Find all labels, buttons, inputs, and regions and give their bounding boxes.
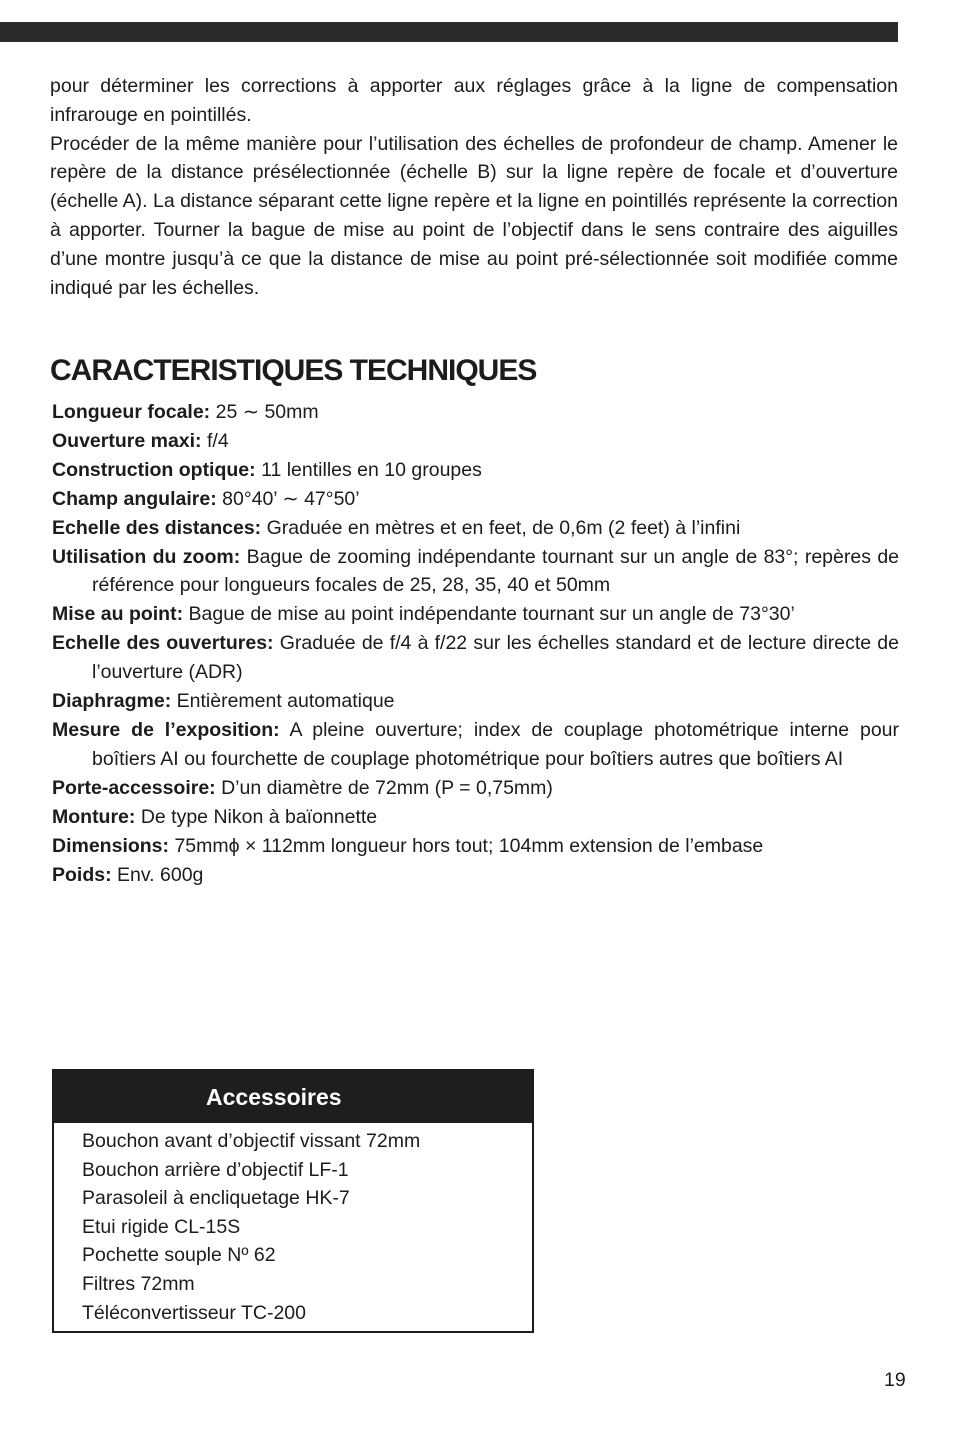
spec-value: Graduée de f/4 à f/22 sur les échelles standard et de lecture directe de l’ouverture (ADR) [92,632,899,684]
accessory-item: Filtres 72mm [82,1272,195,1295]
accessory-item: Bouchon avant d’objectif vissant 72mm [82,1130,421,1152]
spec-label: Utilisation du zoom: [52,545,241,568]
spec-label: Poids: [52,863,112,886]
intro-paragraph: pour déterminer les corrections à apporter aux réglages grâce à la ligne de compensation infrarouge en pointillés. [50,75,898,126]
accessory-item: Bouchon arrière d’objectif LF-1 [82,1158,349,1181]
spec-exposure-measurement [52,716,899,774]
spec-value: Entièrement automatique [176,690,395,713]
accessories-box [52,1069,534,1333]
accessory-item: Téléconvertisseur TC-200 [82,1301,306,1324]
spec-mount [52,803,899,832]
spec-distance-scale [52,514,899,543]
spec-attachment-size [52,774,899,803]
spec-value: A pleine ouverture; index de couplage photométrique interne pour boîtiers AI ou fourchette de couplage photométrique pour boîtiers autres que boîtiers AI [92,718,900,770]
spec-value: Graduée en mètres et en feet, de 0,6m (2 feet) à l’infini [266,516,741,539]
spec-value: D’un diamètre de 72mm (P = 0,75mm) [221,776,553,799]
spec-label: Mise au point: [52,603,184,626]
spec-lens-construction [52,456,899,485]
spec-label: Monture: [52,805,136,828]
spec-value: 75mmϕ × 112mm longueur hors tout; 104mm extension de l’embase [174,834,764,857]
accessory-item: Pochette souple Nº 62 [82,1244,276,1267]
spec-dimensions [52,832,899,861]
section-title: CARACTERISTIQUES TECHNIQUES [50,354,537,387]
top-decorative-bar [0,22,898,42]
spec-diaphragm [52,687,899,716]
intro-paragraph: Procéder de la même manière pour l’utilisation des échelles de profondeur de champ. Amener le repère de la distance présélectionnée (échelle B) sur la ligne repère de focale et d’ouverture (échelle A). La distance séparant cette ligne repère et la ligne en pointillés représente la correction à apporter. Tourner la bague de mise au point de l’objectif dans le sens contraire des aiguilles d’une montre jusqu’à ce que la distance de mise au point pré-sélectionnée soit modifiée comme indiqué par les échelles. [50,132,898,299]
spec-value: Bague de zooming indépendante tournant sur un angle de 83°; repères de référence pour longueurs focales de 25, 28, 35, 40 et 50mm [92,545,900,597]
accessory-item: Etui rigide CL-15S [82,1215,241,1238]
spec-label: Champ angulaire: [52,487,217,510]
spec-focusing [52,600,899,629]
spec-angle-of-view [52,485,899,514]
spec-value: 11 lentilles en 10 groupes [261,458,482,481]
page-number: 19 [884,1369,906,1391]
spec-label: Echelle des ouvertures: [52,632,274,655]
accessories-title: Accessoires [54,1071,532,1123]
spec-label: Mesure de l’exposition: [52,718,280,741]
specs-list [52,398,899,889]
spec-weight [52,861,899,890]
spec-label: Diaphragme: [52,690,172,713]
spec-zoom-control [52,543,899,601]
spec-max-aperture [52,427,899,456]
spec-focal-length [52,398,899,427]
accessory-item: Parasoleil à encliquetage HK-7 [82,1187,350,1210]
spec-label: Ouverture maxi: [52,429,202,452]
intro-text [50,72,898,302]
spec-label: Porte-accessoire: [52,776,216,799]
spec-value: f/4 [206,429,229,452]
spec-label: Echelle des distances: [52,516,262,539]
accessories-list [54,1123,532,1327]
spec-label: Longueur focale: [52,401,211,423]
spec-label: Construction optique: [52,458,256,481]
spec-value: Bague de mise au point indépendante tournant sur un angle de 73°30’ [188,603,795,626]
spec-value: 80°40’ ∼ 47°50’ [222,487,360,510]
spec-value: Env. 600g [117,863,204,886]
spec-value: 25 ∼ 50mm [215,401,319,423]
spec-aperture-scale [52,629,899,687]
spec-value: De type Nikon à baïonnette [140,805,378,828]
spec-label: Dimensions: [52,834,170,857]
